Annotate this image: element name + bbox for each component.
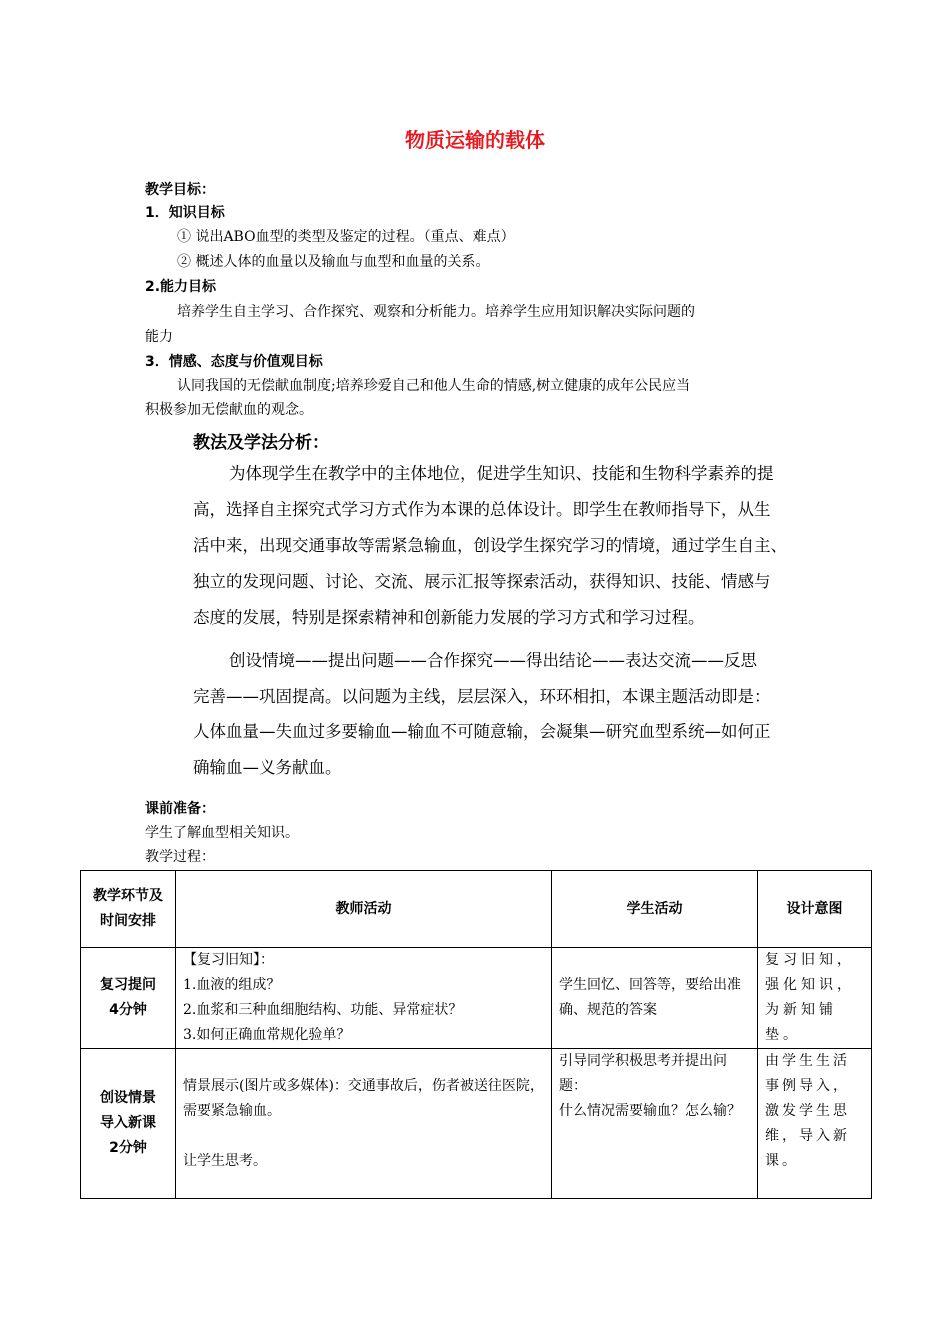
method-line-9: 确输血—义务献血。 [193,758,342,777]
row1-stage-line-1: 复习提问 [100,977,156,993]
prep-text: 学生了解血型相关知识。 [145,825,299,841]
row2-teacher-line-1: 情景展示(图片或多媒体)：交通事故后，伤者被送往医院，需要紧急输血。 [183,1077,544,1119]
header-intent: 设计意图 [758,871,872,948]
method-heading: 教法及学法分析： [193,433,329,453]
row2-teacher [176,1049,552,1199]
teaching-process-table [80,870,872,1199]
method-line-6: 创设情境——提出问题——合作探究——得出结论——表达交流——反思 [229,651,757,670]
method-line-4: 独立的发现问题、讨论、交流、展示汇报等探索活动，获得知识、技能、情感与 [193,572,771,591]
table-row [81,1049,872,1199]
row1-stage [81,948,176,1049]
knowledge-item-2: ② 概述人体的血量以及输血与血型和血量的关系。 [177,254,490,270]
row2-stage-line-2: 导入新课 [100,1115,156,1131]
header-teacher: 教师活动 [176,871,552,948]
document-title: 物质运输的载体 [405,128,545,152]
row1-student [552,948,758,1049]
row2-student [552,1049,758,1199]
row1-teacher-line-2: 1.血液的组成？ [183,977,281,993]
row1-student-text: 学生回忆、回答等，要给出准确、规范的答案 [559,977,741,1018]
ability-line-1: 培养学生自主学习、合作探究、观察和分析能力。培养学生应用知识解决实际问题的 [177,304,695,320]
method-line-2: 高，选择自主探究式学习方式作为本课的总体设计。即学生在教师指导下，从生 [193,500,771,519]
row1-teacher-line-1: 【复习旧知】： [183,952,274,968]
process-label: 教学过程： [145,849,215,865]
method-line-1: 为体现学生在教学中的主体地位，促进学生知识、技能和生物科学素养的提 [229,464,774,483]
header-stage-text: 教学环节及时间安排 [93,888,163,929]
row1-teacher-line-3: 2.血浆和三种血细胞结构、功能、异常症状？ [183,1002,463,1018]
row1-teacher [176,948,552,1049]
emotion-line-1: 认同我国的无偿献血制度;培养珍爱自己和他人生命的情感,树立健康的成年公民应当 [177,378,691,394]
row2-student-line-2: 什么情况需要输血？怎么输？ [559,1103,741,1119]
table-header-row [81,871,872,948]
knowledge-item-1: ① 说出ABO血型的类型及鉴定的过程。（重点、难点） [177,229,515,245]
table-row [81,948,872,1049]
header-stage [81,871,176,948]
knowledge-heading: 1．知识目标 [145,205,225,221]
row1-teacher-line-4: 3.如何正确血常规化验单？ [183,1027,351,1043]
row1-stage-line-2: 4分钟 [109,1002,147,1018]
method-line-3: 活中来，出现交通事故等需紧急输血，创设学生探究学习的情境，通过学生自主、 [193,536,787,555]
row2-intent-text: 由学生生活事例导入，激发学生思维，导入新课。 [765,1053,850,1169]
emotion-line-2: 积极参加无偿献血的观念。 [145,402,313,418]
emotion-heading: 3．情感、态度与价值观目标 [145,354,323,370]
row2-stage [81,1049,176,1199]
method-line-8: 人体血量—失血过多要输血—输血不可随意输，会凝集—研究血型系统—如何正 [193,722,771,741]
method-line-7: 完善——巩固提高。以问题为主线，层层深入，环环相扣，本课主题活动即是： [193,687,771,706]
row1-intent [758,948,872,1049]
row2-teacher-line-3: 让学生思考。 [183,1152,267,1169]
row2-intent [758,1049,872,1199]
method-line-5: 态度的发展，特别是探索精神和创新能力发展的学习方式和学习过程。 [193,608,705,627]
ability-heading: 2.能力目标 [145,279,217,295]
header-student: 学生活动 [552,871,758,948]
row2-stage-line-1: 创设情景 [100,1090,156,1106]
row2-teacher-spacer [183,1124,544,1149]
row2-stage-line-3: 2分钟 [109,1140,147,1156]
objectives-heading: 教学目标： [145,182,215,198]
row2-student-line-1: 引导同学积极思考并提出问题： [559,1053,727,1094]
ability-line-2: 能力 [145,329,173,345]
prep-heading: 课前准备： [145,801,215,817]
row1-intent-text: 复习旧知，强化知识，为新知铺垫。 [765,952,855,1043]
